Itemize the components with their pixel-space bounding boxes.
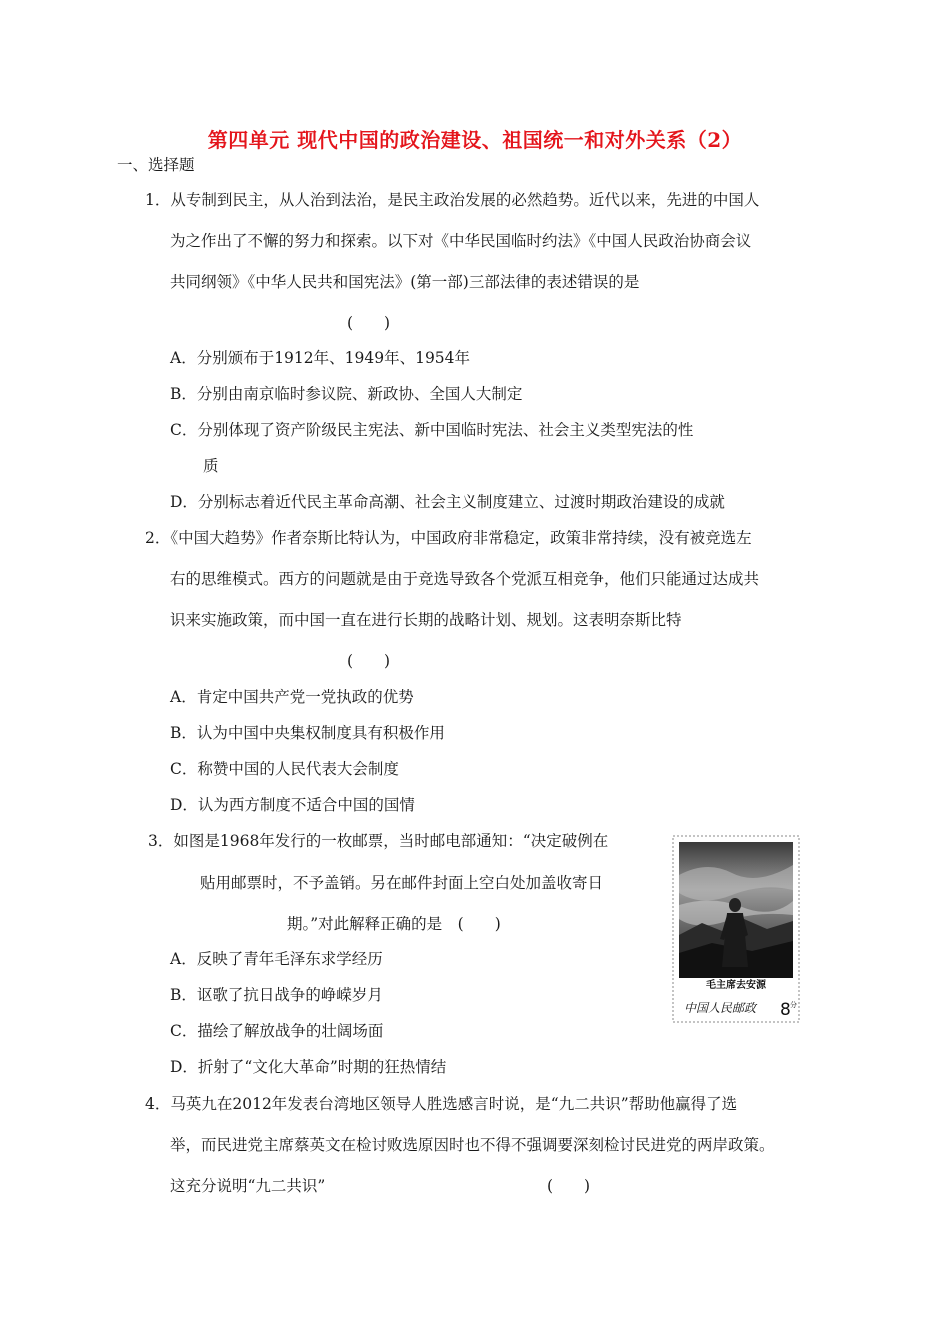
option-c: C．分别体现了资产阶级民主宪法、新中国临时宪法、社会主义类型宪法的性 (170, 421, 694, 439)
option-a: A．肯定中国共产党一党执政的优势 (170, 688, 414, 706)
option-b: B．认为中国中央集权制度具有积极作用 (170, 724, 445, 742)
option-b: B．讴歌了抗日战争的峥嵘岁月 (170, 986, 383, 1004)
option-c-continued: 质 (203, 457, 219, 475)
answer-blank: ( ) (547, 1177, 591, 1195)
option-b: B．分别由南京临时参议院、新政协、全国人大制定 (170, 385, 523, 403)
question-stem-line: 这充分说明“九二共识” (170, 1177, 326, 1195)
question-stem-line: 右的思维模式。西方的问题就是由于竞选导致各个党派互相竞争，他们只能通过达成共 (170, 570, 760, 588)
question-stem-line: 2．《中国大趋势》作者奈斯比特认为，中国政府非常稳定，政策非常持续，没有被竞选左 (145, 529, 752, 547)
answer-blank: ( ) (347, 314, 391, 332)
stamp-illustration (672, 835, 800, 1023)
stamp-caption: 毛主席去安源 (706, 980, 766, 991)
question-stem-line: 识来实施政策，而中国一直在进行长期的战略计划、规划。这表明奈斯比特 (170, 611, 682, 629)
question-stem-line: 3．如图是1968年发行的一枚邮票，当时邮电部通知：“决定破例在 (148, 832, 609, 850)
page-title: 第四单元 现代中国的政治建设、祖国统一和对外关系（2） (207, 128, 743, 152)
option-c: C．描绘了解放战争的壮阔场面 (170, 1022, 384, 1040)
section-heading: 一、选择题 (117, 156, 195, 174)
option-d: D．分别标志着近代民主革命高潮、社会主义制度建立、过渡时期政治建设的成就 (170, 493, 725, 511)
stamp-country: 中国人民邮政 (684, 1001, 757, 1015)
question-stem-line: 贴用邮票时，不予盖销。另在邮件封面上空白处加盖收寄日 (200, 874, 604, 892)
question-stem-line: 举，而民进党主席蔡英文在检讨败选原因时也不得不强调要深刻检讨民进党的两岸政策。 (170, 1136, 775, 1154)
question-stem-line: 1．从专制到民主，从人治到法治，是民主政治发展的必然趋势。近代以来，先进的中国人 (145, 191, 760, 209)
option-a: A．分别颁布于1912年、1949年、1954年 (170, 349, 471, 367)
option-c: C．称赞中国的人民代表大会制度 (170, 760, 399, 778)
question-stem-line: 4．马英九在2012年发表台湾地区领导人胜选感言时说，是“九二共识”帮助他赢得了选 (145, 1095, 738, 1113)
answer-blank: ( ) (347, 652, 391, 670)
stamp-image (672, 835, 800, 1023)
option-a: A．反映了青年毛泽东求学经历 (170, 950, 383, 968)
question-stem-line: 为之作出了不懈的努力和探索。以下对《中华民国临时约法》《中国人民政治协商会议 (170, 232, 752, 250)
option-d: D．认为西方制度不适合中国的国情 (170, 796, 415, 814)
question-stem-line: 期。”对此解释正确的是 ( ) (287, 915, 501, 933)
stamp-value: 8 (780, 1000, 791, 1020)
option-d: D．折射了“文化大革命”时期的狂热情结 (170, 1058, 447, 1076)
question-stem-line: 共同纲领》《中华人民共和国宪法》(第一部)三部法律的表述错误的是 (170, 273, 640, 291)
stamp-unit: 分 (790, 1001, 797, 1009)
